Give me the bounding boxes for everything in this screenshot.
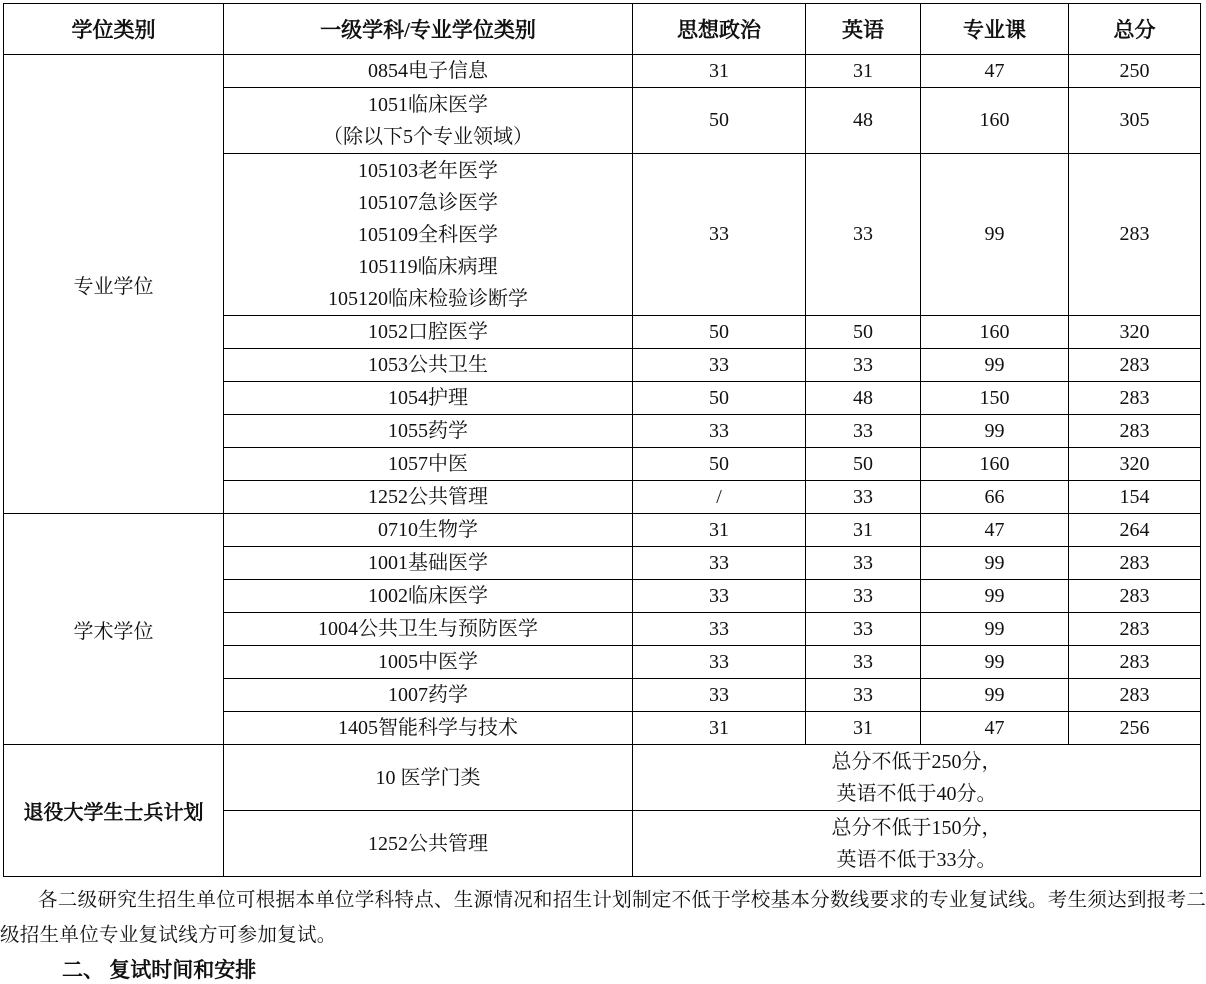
score-cell: 50 xyxy=(633,316,806,349)
subject-line: 0854电子信息 xyxy=(368,60,488,82)
subject-cell xyxy=(224,448,633,481)
subject-line: 1052口腔医学 xyxy=(368,321,488,343)
score-cell: 33 xyxy=(806,646,921,679)
subject-line: 1252公共管理 xyxy=(368,486,488,508)
subject-line: 105120临床检验诊断学 xyxy=(328,287,528,310)
subject-cell xyxy=(224,514,633,547)
requirement-line: 英语不低于33分。 xyxy=(836,848,997,871)
column-header: 思想政治 xyxy=(633,4,806,55)
subject-line: 1055药学 xyxy=(388,420,468,442)
subject-line: 1002临床医学 xyxy=(368,585,488,607)
score-cell: 99 xyxy=(921,580,1069,613)
column-header: 总分 xyxy=(1069,4,1201,55)
column-header: 英语 xyxy=(806,4,921,55)
score-cell: 250 xyxy=(1069,55,1201,88)
subject-cell xyxy=(224,613,633,646)
score-cell: 283 xyxy=(1069,415,1201,448)
subject-line: 105107急诊医学 xyxy=(358,191,498,214)
score-cell: 33 xyxy=(806,580,921,613)
requirement-cell xyxy=(633,745,1201,811)
score-cell: 31 xyxy=(633,712,806,745)
subject-cell xyxy=(224,55,633,88)
score-cell: 99 xyxy=(921,349,1069,382)
subject-cell xyxy=(224,415,633,448)
score-cell: 31 xyxy=(806,514,921,547)
score-cell: 320 xyxy=(1069,316,1201,349)
score-cell: 150 xyxy=(921,382,1069,415)
subject-line: （除以下5个专业领域） xyxy=(323,125,533,148)
table-row xyxy=(4,514,1201,547)
score-cell: 33 xyxy=(806,154,921,316)
score-cell: 99 xyxy=(921,154,1069,316)
requirement-line: 英语不低于40分。 xyxy=(836,782,997,805)
subject-line: 1252公共管理 xyxy=(368,832,488,855)
score-cell: 33 xyxy=(633,613,806,646)
score-cell: 160 xyxy=(921,448,1069,481)
score-cell: 33 xyxy=(806,679,921,712)
section-label: 学术学位 xyxy=(4,514,224,745)
subject-cell xyxy=(224,811,633,877)
subject-cell xyxy=(224,481,633,514)
next-section-heading: 二、 复试时间和安排 xyxy=(62,958,257,982)
column-header: 学位类别 xyxy=(4,4,224,55)
subject-line: 1005中医学 xyxy=(378,651,478,673)
subject-line: 105103老年医学 xyxy=(358,159,498,182)
score-cell: 283 xyxy=(1069,580,1201,613)
score-cell: 48 xyxy=(806,88,921,154)
score-cell: 31 xyxy=(806,55,921,88)
subject-cell xyxy=(224,154,633,316)
score-cell: 31 xyxy=(633,55,806,88)
requirement-cell xyxy=(633,811,1201,877)
subject-cell xyxy=(224,580,633,613)
requirement-line: 总分不低于250分， xyxy=(831,750,1002,773)
score-cell: 31 xyxy=(806,712,921,745)
footnote-line: 各二级研究生招生单位可根据本单位学科特点、生源情况和招生计划制定不低于学校基本分数线要求的专业复试线。考生须达到报考二 xyxy=(38,890,1206,911)
subject-cell xyxy=(224,712,633,745)
score-cell: 283 xyxy=(1069,349,1201,382)
score-cell: 47 xyxy=(921,712,1069,745)
subject-line: 1057中医 xyxy=(388,453,468,475)
score-cell: 33 xyxy=(633,349,806,382)
score-cell: 50 xyxy=(806,448,921,481)
section-label: 专业学位 xyxy=(4,55,224,514)
score-cell: 33 xyxy=(633,154,806,316)
score-cell: 99 xyxy=(921,547,1069,580)
score-cell: 50 xyxy=(806,316,921,349)
score-cell: 31 xyxy=(633,514,806,547)
score-cell: 33 xyxy=(633,646,806,679)
table-header xyxy=(4,4,1201,55)
score-cell: 154 xyxy=(1069,481,1201,514)
score-cell: 283 xyxy=(1069,547,1201,580)
score-cell: 99 xyxy=(921,646,1069,679)
subject-cell xyxy=(224,382,633,415)
score-cell: 99 xyxy=(921,613,1069,646)
subject-cell xyxy=(224,547,633,580)
score-cell: 283 xyxy=(1069,154,1201,316)
subject-line: 105119临床病理 xyxy=(358,255,498,278)
score-cell: 50 xyxy=(633,382,806,415)
subject-cell xyxy=(224,316,633,349)
subject-cell xyxy=(224,745,633,811)
score-cell: 99 xyxy=(921,679,1069,712)
admission-score-table xyxy=(3,3,1201,877)
subject-line: 1007药学 xyxy=(388,684,468,706)
score-cell: 33 xyxy=(806,481,921,514)
score-cell: 66 xyxy=(921,481,1069,514)
score-cell: 47 xyxy=(921,55,1069,88)
score-cell: 283 xyxy=(1069,679,1201,712)
subject-line: 0710生物学 xyxy=(378,519,478,541)
score-cell: 33 xyxy=(806,547,921,580)
subject-line: 1051临床医学 xyxy=(368,93,488,116)
column-header: 专业课 xyxy=(921,4,1069,55)
score-cell: 33 xyxy=(633,547,806,580)
table-row xyxy=(4,745,1201,811)
subject-line: 1405智能科学与技术 xyxy=(338,717,518,739)
score-cell: / xyxy=(633,481,806,514)
subject-line: 1001基础医学 xyxy=(368,552,488,574)
subject-line: 1054护理 xyxy=(388,387,468,409)
subject-line: 1004公共卫生与预防医学 xyxy=(318,618,538,640)
score-cell: 283 xyxy=(1069,382,1201,415)
score-cell: 283 xyxy=(1069,613,1201,646)
score-cell: 48 xyxy=(806,382,921,415)
score-cell: 33 xyxy=(806,613,921,646)
subject-cell xyxy=(224,646,633,679)
score-cell: 47 xyxy=(921,514,1069,547)
score-cell: 264 xyxy=(1069,514,1201,547)
score-cell: 33 xyxy=(633,580,806,613)
score-cell: 160 xyxy=(921,316,1069,349)
score-cell: 33 xyxy=(806,349,921,382)
document-page xyxy=(0,3,1206,982)
header-row xyxy=(4,4,1201,55)
score-cell: 33 xyxy=(806,415,921,448)
footnote-line: 级招生单位专业复试线方可参加复试。 xyxy=(0,925,337,946)
section-label: 退役大学生士兵计划 xyxy=(4,745,224,877)
score-cell: 256 xyxy=(1069,712,1201,745)
table-row xyxy=(4,55,1201,88)
subject-cell xyxy=(224,679,633,712)
column-header: 一级学科/专业学位类别 xyxy=(224,4,633,55)
score-cell: 50 xyxy=(633,88,806,154)
subject-line: 10 医学门类 xyxy=(375,766,481,789)
subject-cell xyxy=(224,88,633,154)
score-cell: 33 xyxy=(633,679,806,712)
score-cell: 160 xyxy=(921,88,1069,154)
score-cell: 283 xyxy=(1069,646,1201,679)
footnote-paragraph xyxy=(0,883,1206,953)
score-cell: 33 xyxy=(633,415,806,448)
score-cell: 50 xyxy=(633,448,806,481)
subject-line: 105109全科医学 xyxy=(358,223,498,246)
score-cell: 305 xyxy=(1069,88,1201,154)
subject-line: 1053公共卫生 xyxy=(368,354,488,376)
score-cell: 320 xyxy=(1069,448,1201,481)
score-cell: 99 xyxy=(921,415,1069,448)
subject-cell xyxy=(224,349,633,382)
requirement-line: 总分不低于150分， xyxy=(831,816,1002,839)
